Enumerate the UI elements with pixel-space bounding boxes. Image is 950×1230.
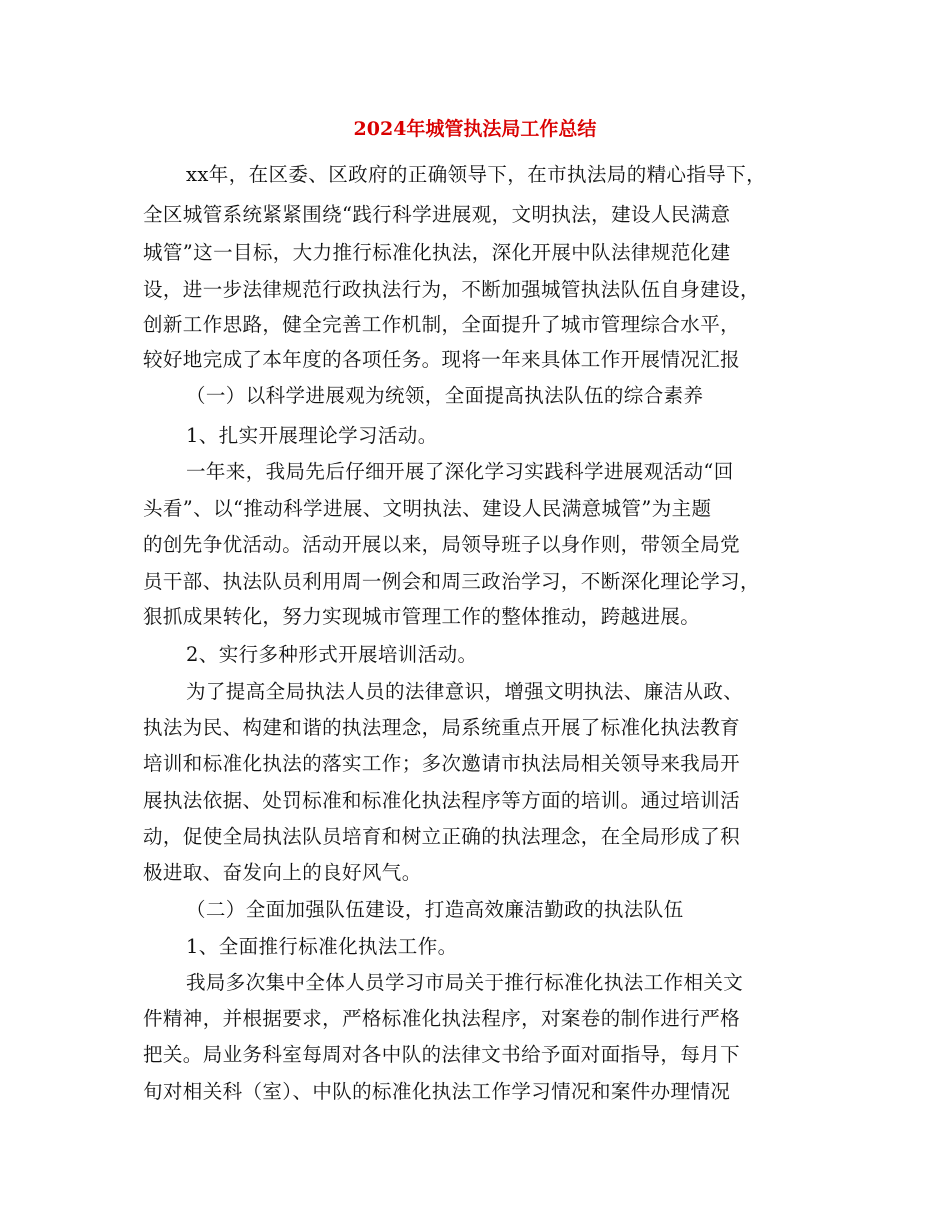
- body-line-5: 创新工作思路，健全完善工作机制，全面提升了城市管理综合水平，: [143, 313, 741, 336]
- subheading-2-1: 1、全面推行标准化执法工作。: [186, 935, 458, 958]
- body-line-6: 较好地完成了本年度的各项任务。现将一年来具体工作开展情况汇报: [143, 348, 741, 371]
- body-line-18: 我局多次集中全体人员学习市局关于推行标准化执法工作相关文: [186, 971, 744, 994]
- body-line-4: 设，进一步法律规范行政执法行为，不断加强城管执法队伍自身建设，: [143, 278, 760, 301]
- body-line-17: 极进取、奋发向上的良好风气。: [143, 861, 422, 884]
- body-line-13: 执法为民、构建和谐的执法理念，局系统重点开展了标准化执法教育: [143, 716, 741, 739]
- body-line-12: 为了提高全局执法人员的法律意识，增强文明执法、廉洁从政、: [186, 680, 744, 703]
- body-line-10: 员干部、执法队员利用周一例会和周三政治学习，不断深化理论学习，: [143, 570, 760, 593]
- body-line-1: xx年，在区委、区政府的正确领导下，在市执法局的精心指导下，: [186, 163, 766, 186]
- section-heading-2: （二）全面加强队伍建设，打造高效廉洁勤政的执法队伍: [186, 898, 684, 921]
- subheading-1-1: 1、扎实开展理论学习活动。: [186, 424, 438, 447]
- body-line-21: 旬对相关科（室）、中队的标准化执法工作学习情况和案件办理情况: [143, 1080, 731, 1103]
- body-line-15: 展执法依据、处罚标准和标准化执法程序等方面的培训。通过培训活: [143, 789, 741, 812]
- body-line-11: 狠抓成果转化，努力实现城市管理工作的整体推动，跨越进展。: [143, 605, 701, 628]
- body-line-19: 件精神，并根据要求，严格标准化执法程序，对案卷的制作进行严格: [143, 1007, 741, 1030]
- body-line-3: 城管”这一目标，大力推行标准化执法，深化开展中队法律规范化建: [143, 241, 731, 264]
- subheading-1-2: 2、实行多种形式开展培训活动。: [186, 643, 478, 666]
- body-line-2: 全区城管系统紧紧围绕“践行科学进展观，文明执法，建设人民满意: [143, 203, 731, 226]
- body-line-7: 一年来，我局先后仔细开展了深化学习实践科学进展观活动“回: [186, 460, 734, 483]
- body-line-8: 头看”、以“推动科学进展、文明执法、建设人民满意城管”为主题: [143, 497, 712, 520]
- body-line-16: 动，促使全局执法队员培育和树立正确的执法理念，在全局形成了积: [143, 825, 741, 848]
- document-title: 2024年城管执法局工作总结: [353, 118, 597, 140]
- section-heading-1: （一）以科学进展观为统领，全面提高执法队伍的综合素养: [186, 384, 704, 407]
- body-line-20: 把关。局业务科室每周对各中队的法律文书给予面对面指导，每月下: [143, 1043, 741, 1066]
- body-line-14: 培训和标准化执法的落实工作；多次邀请市执法局相关领导来我局开: [143, 752, 741, 775]
- body-line-9: 的创先争优活动。活动开展以来，局领导班子以身作则，带领全局党: [143, 533, 741, 556]
